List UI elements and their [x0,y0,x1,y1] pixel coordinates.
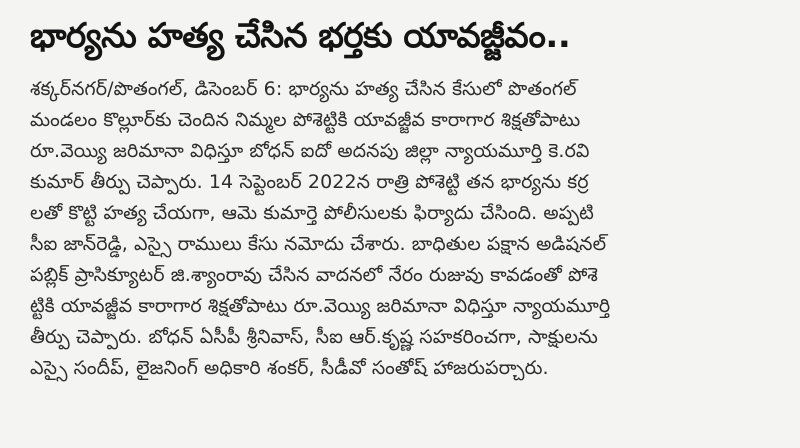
article-line: ట్టికి యావజ్జీవ కారాగార శిక్షతోపాటు రూ.వెయ్యి జరిమానా విధిస్తూ న్యాయమూర్తి [30,295,611,317]
article-line: లతో కొట్టి హత్య చేయగా, ఆమె కుమార్తె పోలీసులకు ఫిర్యాదు చేసింది. అప్పటి [30,202,594,224]
article-body [30,74,776,384]
article-line: పబ్లిక్ ప్రాసిక్యూటర్ జి.శ్యాంరావు చేసిన వాదనలో నేరం రుజువు కావడంతో పోశె [30,264,598,286]
article-line: శక్కర్‌నగర్/పొతంగల్, డిసెంబర్ 6: భార్యను హత్య చేసిన కేసులో పొతంగల్ [30,78,577,100]
article-line: కుమార్ తీర్పు చెప్పారు. 14 సెప్టెంబర్ 2022న రాత్రి పోశెట్టి తన భార్యను కర్ర [30,171,589,193]
article-line: తీర్పు చెప్పారు. బోధన్ ఏసీపీ శ్రీనివాస్, సీఐ ఆర్.కృష్ణ సహకరించగా, సాక్షులను [30,326,598,348]
article-line: ఎస్సై సందీప్, లైజనింగ్ అధికారి శంకర్, సీడీవో సంతోష్ హాజరుపర్చారు. [30,357,549,379]
article-line: రూ.వెయ్యి జరిమానా విధిస్తూ బోధన్ ఐదో అదనపు జిల్లా న్యాయమూర్తి కె.రవి [30,140,590,162]
article-line: సీఐ జాన్‌రెడ్డి, ఎస్సై రాములు కేసు నమోదు చేశారు. బాధితుల పక్షాన అడిషనల్ [30,233,607,255]
article-line: మండలం కొల్లూర్‌కు చెందిన నిమ్మల పోశెట్టికి యావజ్జీవ కారాగార శిక్షతోపాటు [30,109,581,131]
headline: భార్యను హత్య చేసిన భర్తకు యావజ్జీవం.. [30,16,571,56]
